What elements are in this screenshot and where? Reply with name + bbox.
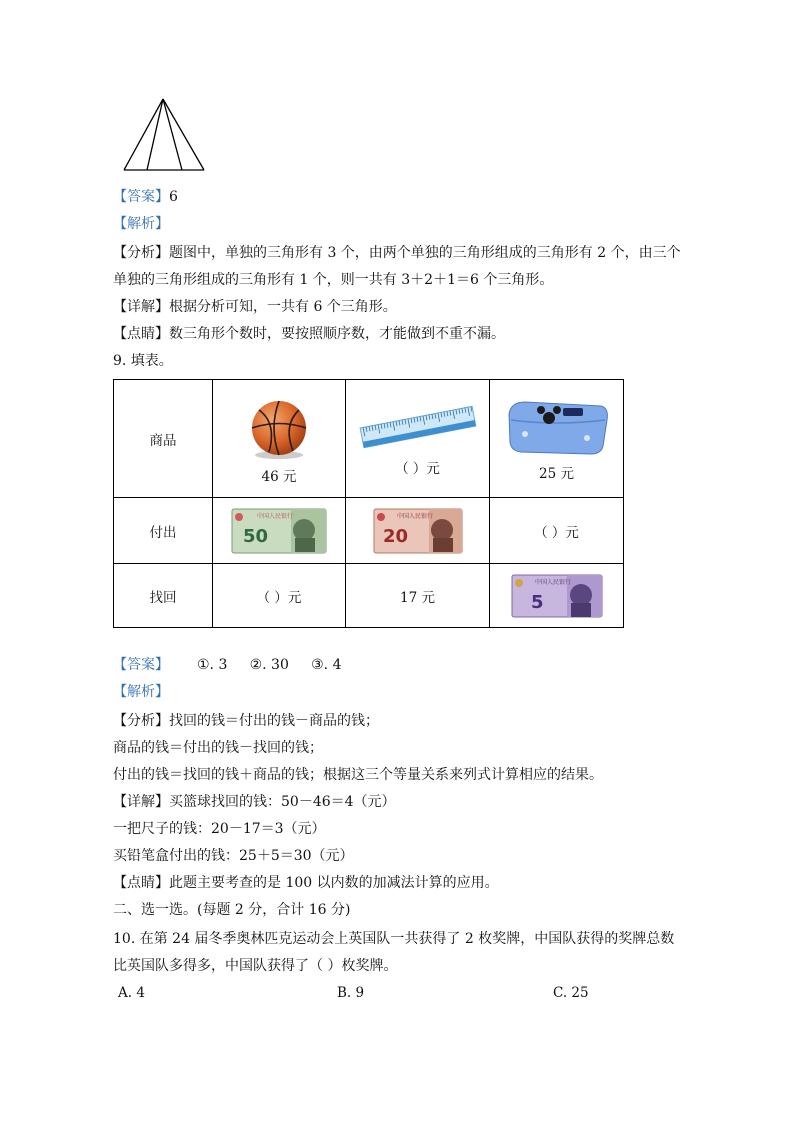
ruler-image: [355, 401, 481, 453]
q10-line1: 10. 在第 24 届冬季奥林匹克运动会上英国队一共获得了 2 枚奖牌，中国队获得的奖牌总数: [113, 931, 675, 947]
option-a: A. 4: [118, 985, 145, 1001]
detail-text: 根据分析可知，一共有 6 个三角形。: [169, 299, 397, 315]
jiexi-label: 【解析】: [113, 216, 169, 232]
q8-detail-line: [113, 297, 397, 317]
q9-analysis-line3: 付出的钱＝找回的钱＋商品的钱；根据这三个等量关系来列式计算相应的结果。: [113, 767, 603, 783]
paid-blank-cell: （ ）元: [490, 498, 624, 564]
row-label-goods: 商品: [114, 380, 213, 498]
answer-value: 6: [169, 189, 178, 205]
q9-detail-line3: 买铅笔盒付出的钱：25＋5＝30（元）: [113, 848, 354, 864]
q9-answer-line: [113, 655, 341, 675]
banknote-header: 中国人民银行: [534, 578, 571, 586]
analysis-text: 题图中，单独的三角形有 3 个，由两个单独的三角形组成的三角形有 2 个，由三个: [169, 245, 681, 261]
change-blank-cell: （ ）元: [213, 564, 346, 628]
goods-ruler-cell: [346, 380, 490, 498]
answer-label: 【答案】: [113, 657, 169, 673]
analysis-label: 【分析】: [113, 245, 169, 261]
paid-20-cell: [346, 498, 490, 564]
paid-50-cell: [213, 498, 346, 564]
pencil-case-image: [501, 396, 613, 458]
q9-analysis-line1: [113, 711, 379, 731]
comment-label: 【点睛】: [113, 326, 169, 342]
banknote-value: 50: [243, 525, 269, 547]
basketball-image: [247, 399, 311, 461]
q8-analysis-line1: [113, 243, 681, 263]
table-row: [114, 380, 624, 498]
banknote-value: 5: [530, 591, 544, 613]
triangle-figure: [118, 96, 210, 176]
comment-text: 数三角形个数时，要按照顺序数，才能做到不重不漏。: [169, 326, 505, 342]
jiexi-label: 【解析】: [113, 684, 169, 700]
banknote-header: 中国人民银行: [257, 512, 294, 520]
answer-label: 【答案】: [113, 189, 169, 205]
option-b: B. 9: [337, 985, 365, 1001]
detail-text: 买篮球找回的钱：50－46＝4（元）: [169, 794, 396, 810]
detail-label: 【详解】: [113, 299, 169, 315]
fill-table: [113, 379, 624, 628]
change-17-cell: 17 元: [346, 564, 490, 628]
row-label-paid: 付出: [114, 498, 213, 564]
analysis-label: 【分析】: [113, 713, 169, 729]
q8-comment-line: [113, 324, 505, 344]
q10-line2: 比英国队多得多，中国队获得了（ ）枚奖牌。: [113, 958, 398, 974]
banknote-50-image: [231, 508, 327, 554]
ruler-price: （ ）元: [395, 460, 440, 477]
banknote-5-image: [511, 574, 603, 618]
banknote-20-image: [373, 508, 463, 554]
detail-label: 【详解】: [113, 794, 169, 810]
section-heading: 二、选一选。(每题 2 分，合计 16 分): [113, 902, 351, 918]
q8-analysis-line2: 单独的三角形组成的三角形有 1 个，则一共有 3＋2＋1＝6 个三角形。: [113, 272, 554, 288]
q8-answer-line: [113, 187, 178, 207]
table-row: [114, 498, 624, 564]
table-row: [114, 564, 624, 628]
pencilcase-price: 25 元: [539, 465, 574, 482]
option-c: C. 25: [553, 985, 589, 1001]
goods-basketball-cell: [213, 380, 346, 498]
comment-text: 此题主要考查的是 100 以内数的加减法计算的应用。: [169, 875, 499, 891]
comment-label: 【点睛】: [113, 875, 169, 891]
change-5-cell: [490, 564, 624, 628]
banknote-value: 20: [382, 525, 408, 547]
q9-title: 9. 填表。: [113, 353, 173, 369]
answer-values: ①. 3 ②. 30 ③. 4: [197, 657, 342, 673]
q9-detail-line1: [113, 792, 396, 812]
q9-detail-line2: 一把尺子的钱：20－17＝3（元）: [113, 821, 326, 837]
basketball-price: 46 元: [261, 468, 297, 485]
q9-analysis-line2: 商品的钱＝付出的钱－找回的钱；: [113, 740, 323, 756]
banknote-header: 中国人民银行: [396, 512, 433, 520]
analysis-text: 找回的钱＝付出的钱－商品的钱；: [169, 713, 379, 729]
row-label-change: 找回: [114, 564, 213, 628]
goods-pencilcase-cell: [490, 380, 624, 498]
q9-comment-line: [113, 873, 499, 893]
